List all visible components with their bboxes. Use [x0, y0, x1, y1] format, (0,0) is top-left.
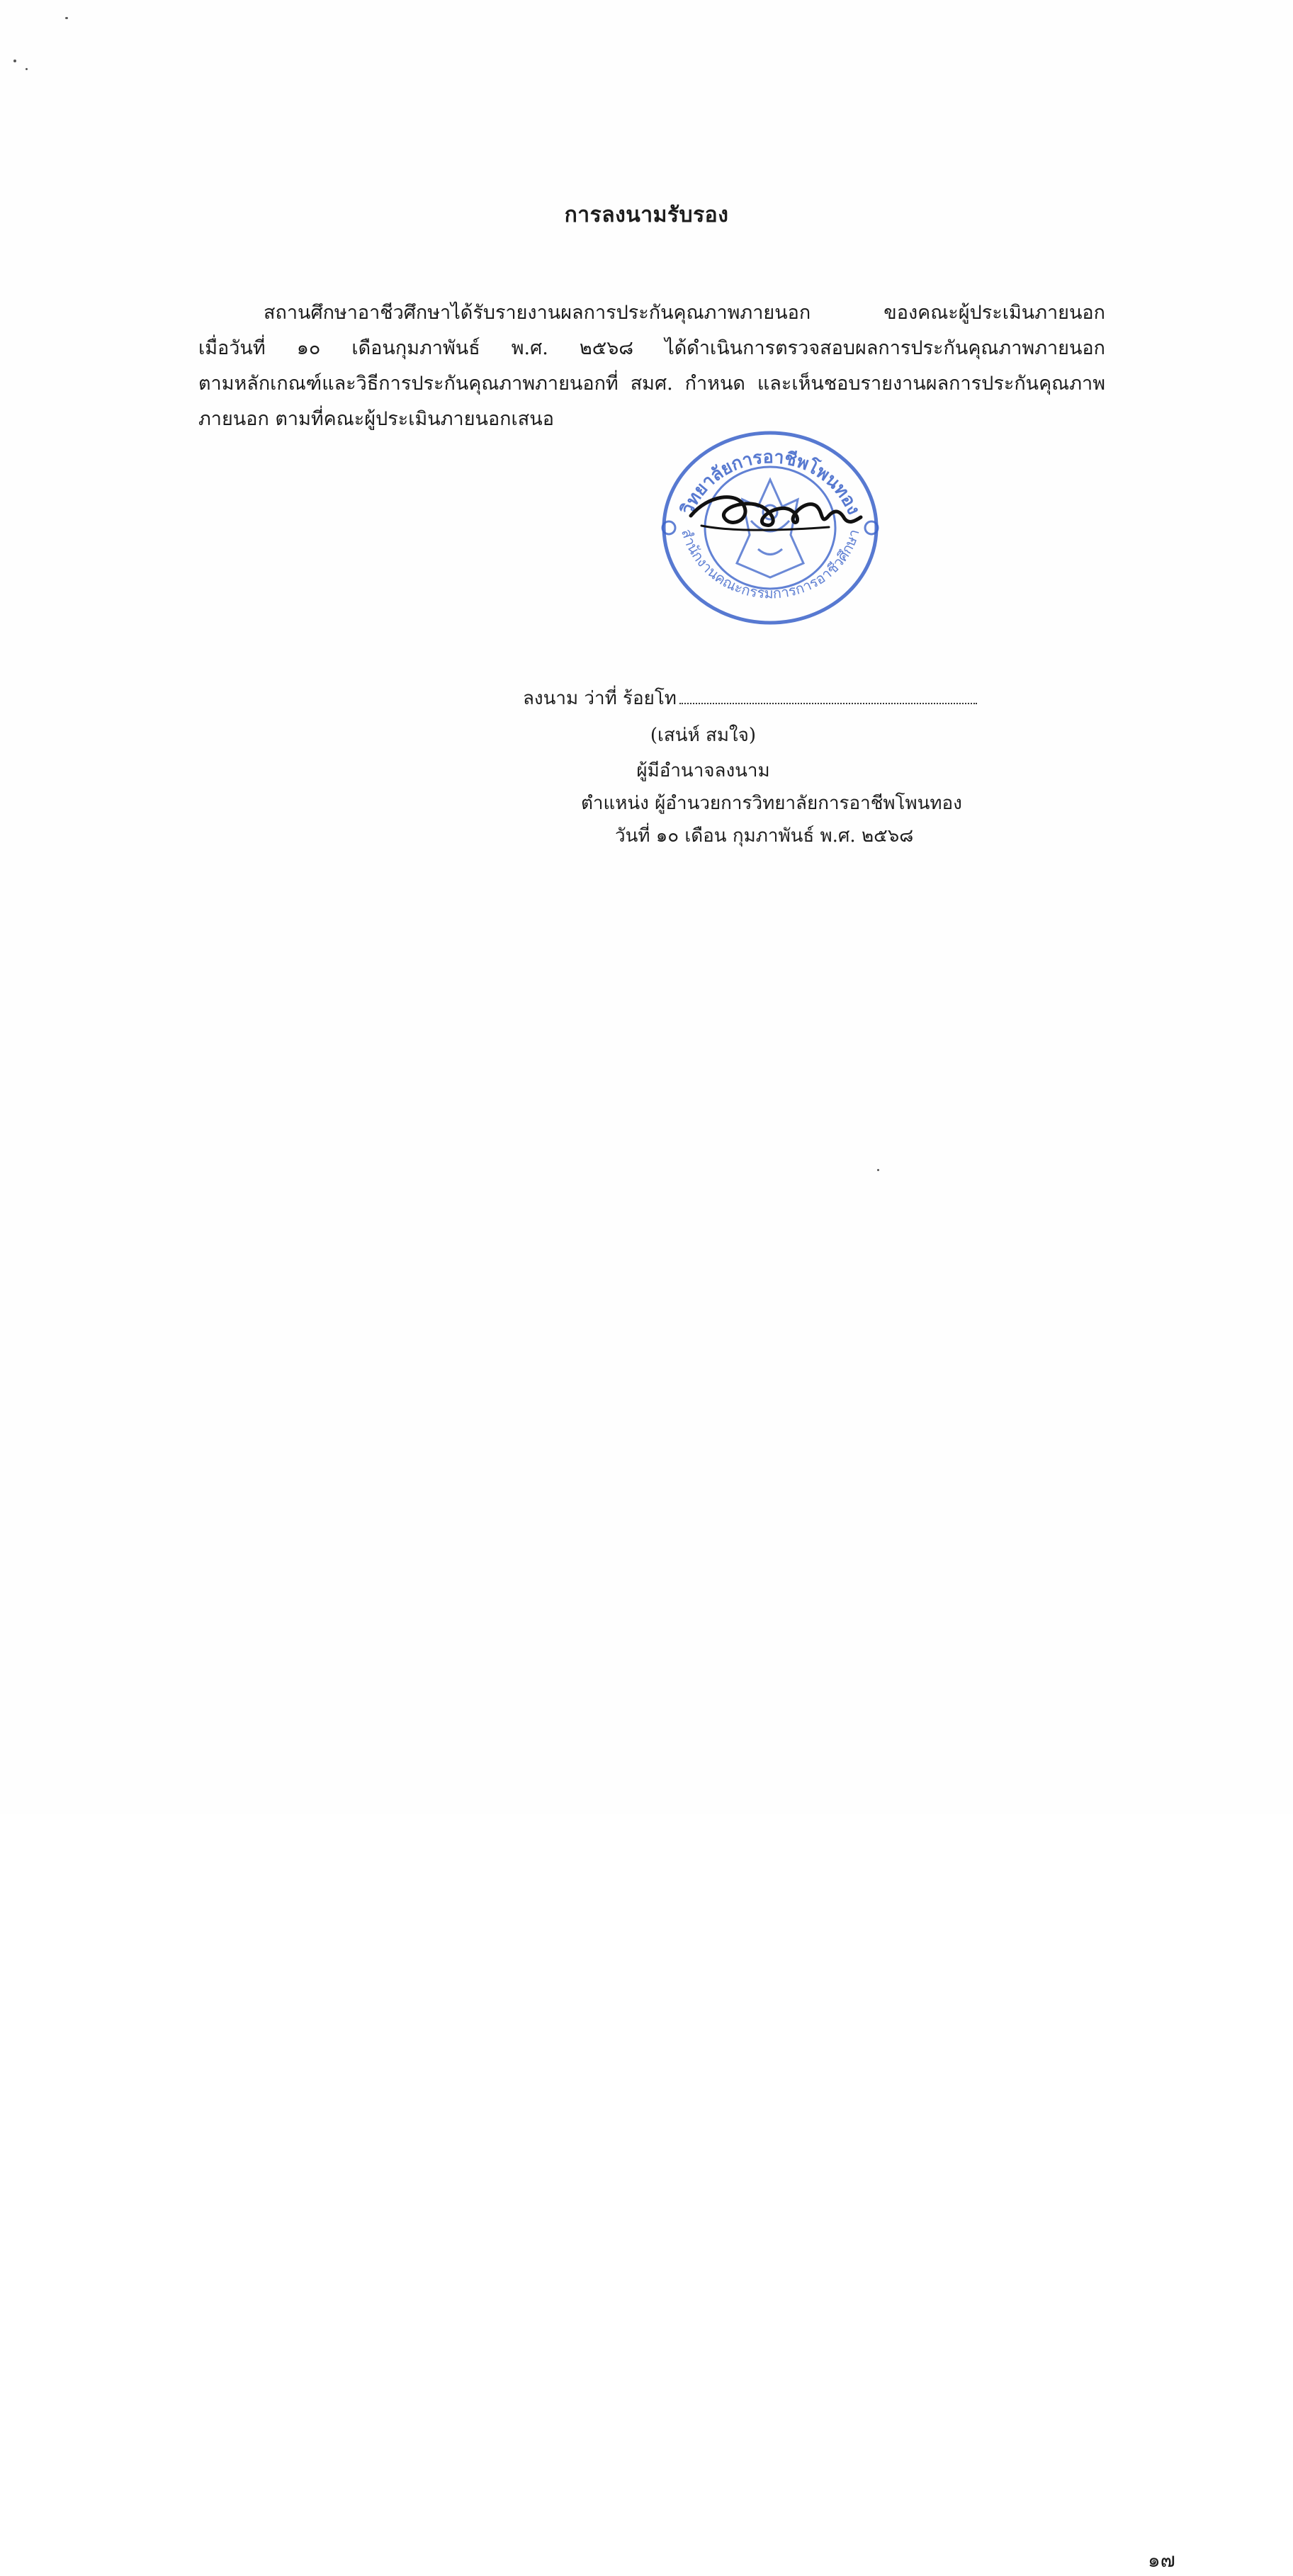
signature-date: วันที่ ๑๐ เดือน กุมภาพันธ์ พ.ศ. ๒๕๖๘	[615, 825, 914, 847]
sign-label: ลงนาม ว่าที่ ร้อยโท	[523, 688, 677, 709]
paragraph-line: ภายนอก ตามที่คณะผู้ประเมินภายนอกเสนอ	[198, 408, 554, 430]
document-title: การลงนามรับรอง	[564, 203, 729, 227]
stamp-top-text: วิทยาลัยการอาชีพโพนทอง	[676, 446, 865, 518]
paragraph-line: ตามหลักเกณฑ์และวิธีการประกันคุณภาพภายนอกที่ สมศ. กำหนด และเห็นชอบรายงานผลการประกันคุณภาพ	[198, 373, 1105, 395]
signature-section	[0, 175, 1293, 883]
scan-speck	[26, 68, 28, 70]
stamp-bottom-text: สำนักงานคณะกรรมการการอาชีวศึกษา	[678, 526, 863, 602]
signature-dotted-line	[679, 689, 977, 704]
paragraph-line: สถานศึกษาอาชีวศึกษาได้รับรายงานผลการประกันคุณภาพภายนอก ของคณะผู้ประเมินภายนอก	[264, 302, 1105, 324]
signer-role: ผู้มีอำนาจลงนาม	[636, 760, 770, 781]
scan-speck	[65, 17, 68, 19]
sign-line	[523, 684, 976, 713]
scan-speck	[877, 1169, 879, 1171]
scan-speck	[13, 60, 16, 62]
paragraph-line: เมื่อวันที่ ๑๐ เดือนกุมภาพันธ์ พ.ศ. ๒๕๖๘ ได้ดำเนินการตรวจสอบผลการประกันคุณภาพภายนอก	[198, 337, 1105, 359]
signer-position: ตำแหน่ง ผู้อำนวยการวิทยาลัยการอาชีพโพนทอง	[581, 793, 962, 814]
signer-name: (เสน่ห์ สมใจ)	[650, 725, 757, 746]
page-number: ๑๗	[1148, 2548, 1175, 2572]
